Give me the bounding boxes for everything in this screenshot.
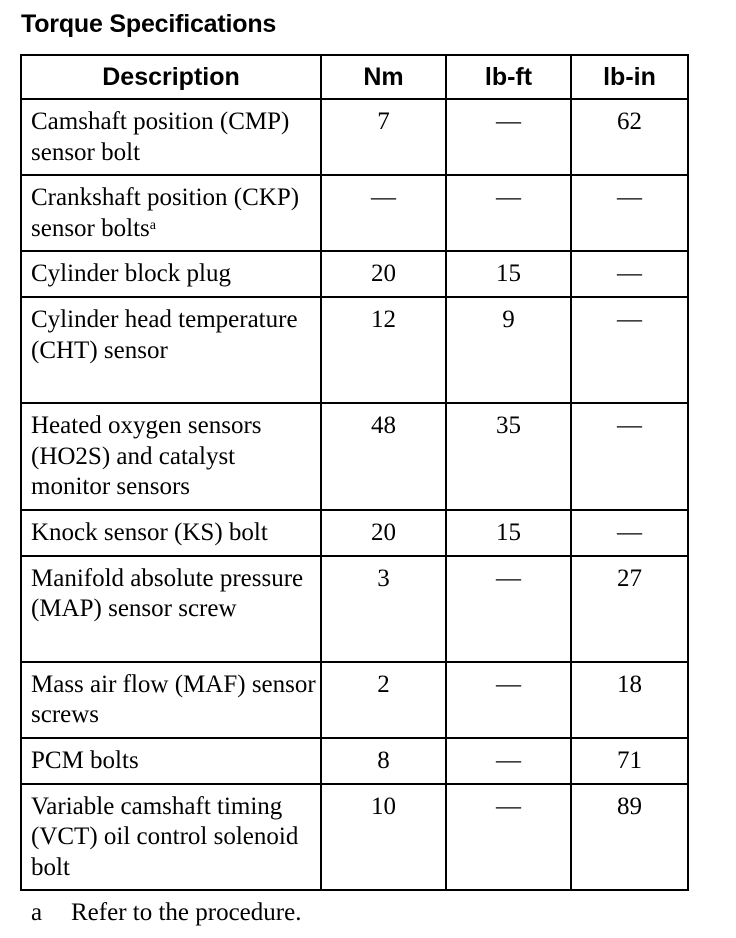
row-nm: 20 [321, 510, 446, 556]
column-header-lb-in: lb-in [571, 55, 688, 99]
row-lb-ft: 15 [446, 251, 571, 297]
row-nm: 20 [321, 251, 446, 297]
footnote-text: Refer to the procedure. [71, 899, 302, 926]
footnote [31, 897, 301, 929]
table-row [21, 297, 688, 403]
row-lb-ft: 9 [446, 297, 571, 403]
row-description: Knock sensor (KS) bolt [21, 510, 321, 556]
row-nm: 7 [321, 99, 446, 175]
row-description: Manifold absolute pressure (MAP) sensor screw [21, 556, 321, 662]
row-lb-in: — [571, 297, 688, 403]
row-lb-ft: 15 [446, 510, 571, 556]
table-row [21, 403, 688, 510]
table-row [21, 738, 688, 784]
row-nm: 8 [321, 738, 446, 784]
row-lb-in: — [571, 403, 688, 510]
column-header-lb-ft: lb-ft [446, 55, 571, 99]
row-description: Heated oxygen sensors (HO2S) and catalyst monitor sensors [21, 403, 321, 510]
row-description: PCM bolts [21, 738, 321, 784]
torque-specifications-table [20, 54, 689, 891]
footnote-reference: a [149, 217, 156, 233]
footnote-marker: a [31, 899, 43, 926]
row-description-cell [21, 175, 321, 251]
row-lb-in: — [571, 251, 688, 297]
table-row [21, 556, 688, 662]
table-row [21, 784, 688, 891]
row-nm: 12 [321, 297, 446, 403]
table-row [21, 99, 688, 175]
row-lb-ft: — [446, 556, 571, 662]
table-row [21, 251, 688, 297]
row-lb-ft: 35 [446, 403, 571, 510]
row-lb-in: 18 [571, 662, 688, 738]
row-description: Cylinder block plug [21, 251, 321, 297]
row-lb-ft: — [446, 738, 571, 784]
row-nm: 10 [321, 784, 446, 891]
row-lb-in: — [571, 175, 688, 251]
row-description: Crankshaft position (CKP) sensor bolts [31, 184, 300, 242]
table-header-row [21, 55, 688, 99]
row-description: Variable camshaft timing (VCT) oil control solenoid bolt [21, 784, 321, 891]
page-title: Torque Specifications [21, 10, 277, 38]
row-lb-in: 62 [571, 99, 688, 175]
row-lb-ft: — [446, 662, 571, 738]
row-lb-ft: — [446, 784, 571, 891]
row-description: Cylinder head temperature (CHT) sensor [21, 297, 321, 403]
table-row [21, 175, 688, 251]
row-nm: 3 [321, 556, 446, 662]
column-header-description: Description [21, 55, 321, 99]
row-nm: 2 [321, 662, 446, 738]
column-header-nm: Nm [321, 55, 446, 99]
row-lb-in: 89 [571, 784, 688, 891]
row-nm: 48 [321, 403, 446, 510]
row-description: Mass air flow (MAF) sensor screws [21, 662, 321, 738]
row-lb-ft: — [446, 99, 571, 175]
row-nm: — [321, 175, 446, 251]
row-lb-in: — [571, 510, 688, 556]
table-row [21, 510, 688, 556]
row-lb-in: 27 [571, 556, 688, 662]
table-row [21, 662, 688, 738]
row-lb-in: 71 [571, 738, 688, 784]
row-lb-ft: — [446, 175, 571, 251]
row-description: Camshaft position (CMP) sensor bolt [21, 99, 321, 175]
